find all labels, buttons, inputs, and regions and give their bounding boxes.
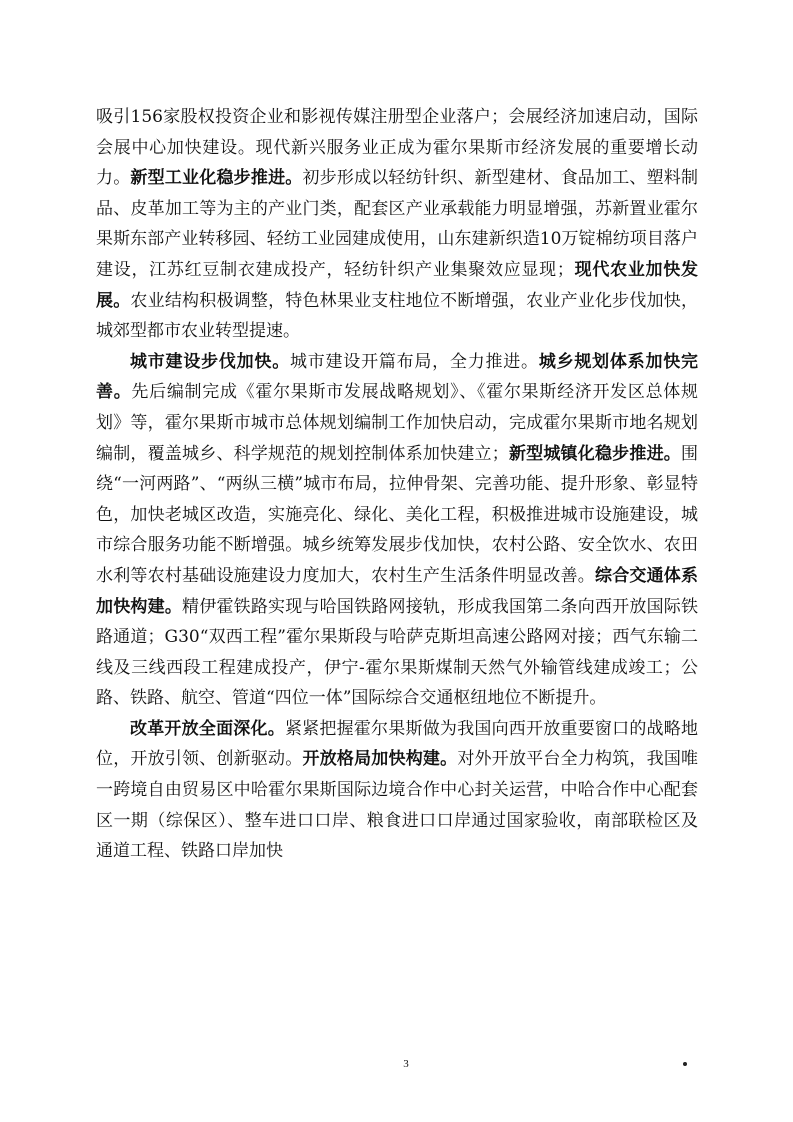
paragraph-reform-opening xyxy=(96,714,698,867)
text-span: 对外开放平台全力构筑，我国唯一跨境自由贸易区中哈霍尔果斯国际边境合作中心封关运营，中哈合作中心配套区一期（综保区）、整车进口口岸、粮食进口口岸通过国家验收，南部联检区及通道工程、铁路口岸加快 xyxy=(96,749,699,862)
heading-reform-opening: 改革开放全面深化。 xyxy=(130,718,285,739)
text-span: 农业结构积极调整，特色林果业支柱地位不断增强，农业产业化步伐加快，城郊型都市农业转型提速。 xyxy=(96,290,699,342)
paragraph-urban-construction xyxy=(96,347,698,714)
heading-transport-system: 综合交通体系加快构建。 xyxy=(96,565,699,617)
page-number: 3 xyxy=(403,1058,409,1070)
heading-urban-construction: 城市建设步伐加快。 xyxy=(130,351,290,372)
text-span: 紧紧把握霍尔果斯做为我国向西开放重要窗口的战略地位，开放引领、创新驱动。 xyxy=(96,718,698,770)
text-span: 围绕“一河两路”、“两纵三横”城市布局，拉伸骨架、完善功能、提升形象、彰显特色，加快老城区改造，实施亮化、绿化、美化工程，积极推进城市设施建设，城市综合服务功能不断增强。城乡统筹发展步伐加快，农村公路、安全饮水、农田水利等农村基础设施建设力度加大，农村生产生活条件明显改善。 xyxy=(96,443,698,586)
paragraph-services-industry-agriculture xyxy=(96,102,698,347)
heading-modern-agriculture: 现代农业加快发展。 xyxy=(96,259,699,311)
heading-new-industrialization: 新型工业化稳步推进。 xyxy=(130,168,303,189)
footer-dot-mark xyxy=(683,1062,687,1066)
heading-opening-pattern: 开放格局加快构建。 xyxy=(302,749,458,770)
text-span: 精伊霍铁路实现与哈国铁路网接轨，形成我国第二条向西开放国际铁路通道；G30“双西工程”霍尔果斯段与哈萨克斯坦高速公路网对接；西气东输二线及三线西段工程建成投产，伊宁-霍尔果斯煤制天然气外输管线建成竣工；公路、铁路、航空、管道“四位一体”国际综合交通枢纽地位不断提升。 xyxy=(96,596,699,709)
text-span: 城市建设开篇布局，全力推进。 xyxy=(289,351,539,372)
heading-planning-system: 城乡规划体系加快完善。 xyxy=(96,351,699,403)
heading-new-urbanization: 新型城镇化稳步推进。 xyxy=(508,443,681,464)
text-span: 吸引156家股权投资企业和影视传媒注册型企业落户；会展经济加速启动，国际会展中心加快建设。现代新兴服务业正成为霍尔果斯市经济发展的重要增长动力。 xyxy=(96,107,698,189)
body-text xyxy=(96,102,698,867)
text-span: 先后编制完成《霍尔果斯市发展战略规划》、《霍尔果斯经济开发区总体规划》等，霍尔果斯市城市总体规划编制工作加快启动，完成霍尔果斯市地名规划编制，覆盖城乡、科学规范的规划控制体系加快建立； xyxy=(96,382,699,464)
text-span: 初步形成以轻纺针织、新型建材、食品加工、塑料制品、皮革加工等为主的产业门类，配套区产业承载能力明显增强，苏新置业霍尔果斯东部产业转移园、轻纺工业园建成使用，山东建新织造10万锭棉纺项目落户建设，江苏红豆制衣建成投产，轻纺针织产业集聚效应显现； xyxy=(96,168,699,280)
